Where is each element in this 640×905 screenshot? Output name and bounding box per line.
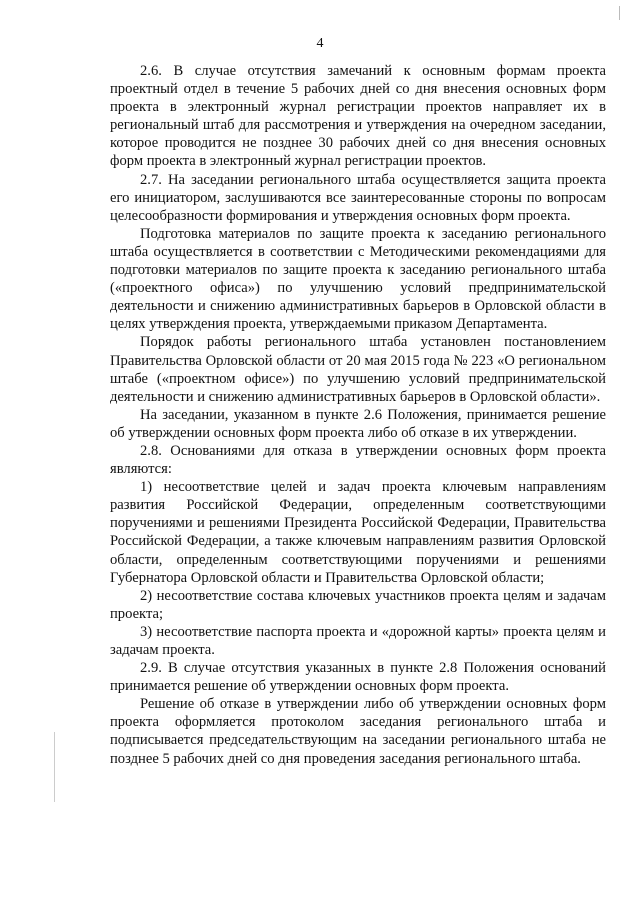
paragraph-preparation: Подготовка материалов по защите проекта к заседанию регионального штаба осуществляется в соответствии с Методическими рекомендациями для подготовки материалов по защите проекта к заседанию регионального штаба («проектного офиса») по улучшению условий предпринимательской деятельности и снижению административных барьеров в Орловской области в целях утверждения проекта, утверждаемыми приказом Департамента. bbox=[110, 225, 606, 333]
paragraph-2-8: 2.8. Основаниями для отказа в утверждении основных форм проекта являются: bbox=[110, 442, 606, 478]
list-item-1: 1) несоответствие целей и задач проекта ключевым направлениям развития Российской Федерации, определенным соответствующими поручениями и решениями Президента Российской Федерации, Правительства Российской Федерации, а также ключевым направлениям развития Орловской области, определенным соответствующими поручениями и решениями Губернатора Орловской области и Правительства Орловской области; bbox=[110, 479, 606, 586]
list-item-3: 3) несоответствие паспорта проекта и «дорожной карты» проекта целям и задачам проекта. bbox=[110, 623, 606, 658]
document-body bbox=[110, 62, 606, 768]
paragraph-refusal-decision: Решение об отказе в утверждении либо об утверждении основных форм проекта оформляется протоколом заседания регионального штаба и подписывается председательствующим на заседании регионального штаба не позднее 5 рабочих дней со дня проведения заседания регионального штаба. bbox=[110, 696, 606, 767]
page-number: 4 bbox=[316, 36, 324, 51]
scan-margin-mark bbox=[54, 732, 55, 802]
paragraph-2-7: 2.7. На заседании регионального штаба осуществляется защита проекта его инициатором, заслушиваются все заинтересованные стороны по вопросам целесообразности формирования и утверждения основных форм проекта. bbox=[110, 171, 606, 224]
paragraph-2-9: 2.9. В случае отсутствия указанных в пункте 2.8 Положения оснований принимается решение об утверждении основных форм проекта. bbox=[110, 660, 606, 695]
paragraph-meeting-decision: На заседании, указанном в пункте 2.6 Положения, принимается решение об утверждении основных форм проекта либо об отказе в их утверждении. bbox=[110, 406, 606, 441]
paragraph-procedure: Порядок работы регионального штаба установлен постановлением Правительства Орловской области от 20 мая 2015 года № 223 «О региональном штабе («проектном офисе») по улучшению условий предпринимательской деятельности и снижению административных барьеров в Орловской области». bbox=[110, 334, 606, 405]
scan-edge-mark bbox=[619, 6, 626, 20]
list-item-2: 2) несоответствие состава ключевых участников проекта целям и задачам проекта; bbox=[110, 587, 606, 622]
paragraph-2-6: 2.6. В случае отсутствия замечаний к основным формам проекта проектный отдел в течение 5 рабочих дней со дня внесения основных форм проекта в электронный журнал регистрации проектов направляет их в региональный штаб для рассмотрения и утверждения на очередном заседании, которое проводится не позднее 30 рабочих дней со дня внесения основных форм проекта в электронный журнал регистрации проектов. bbox=[110, 63, 606, 170]
